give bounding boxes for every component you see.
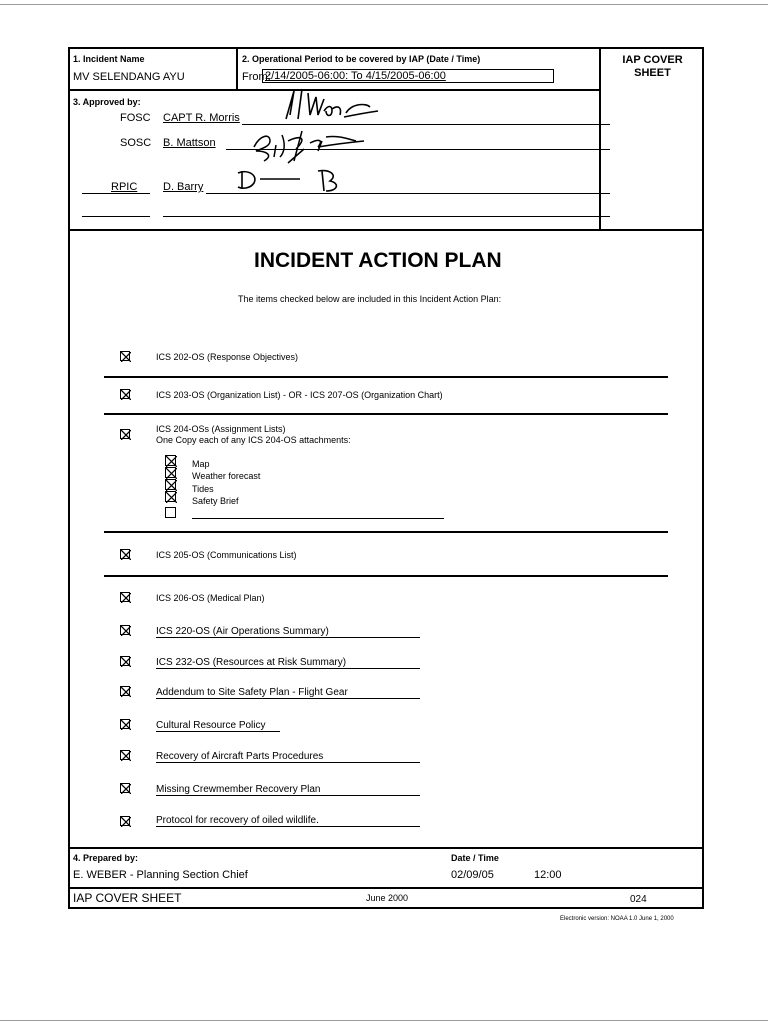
item-ics-206: ICS 206-OS (Medical Plan) bbox=[156, 593, 265, 603]
checkbox-oiled-wildlife[interactable] bbox=[120, 816, 130, 826]
footer-top-rule bbox=[70, 887, 702, 889]
attachment-weather-forecast: Weather forecast bbox=[192, 471, 261, 481]
operational-period-value: 2/14/2005-06:00: To 4/15/2005-06:00 bbox=[265, 70, 446, 82]
item-ics-232-underline bbox=[156, 668, 420, 669]
rpic-role-line bbox=[82, 193, 150, 194]
approver-role-fosc: FOSC bbox=[120, 112, 151, 124]
sheet-title-line-1: IAP COVER bbox=[622, 54, 683, 66]
scan-edge-top bbox=[0, 4, 768, 5]
attachment-safety-brief: Safety Brief bbox=[192, 496, 239, 506]
checkbox-ics-232[interactable] bbox=[120, 656, 130, 666]
prepared-by-value: E. WEBER - Planning Section Chief bbox=[73, 869, 248, 881]
iap-cover-sheet-form bbox=[68, 47, 704, 909]
footer-form-date: June 2000 bbox=[366, 893, 409, 903]
item-flight-gear-underline bbox=[156, 698, 420, 699]
plan-title: INCIDENT ACTION PLAN bbox=[254, 249, 502, 272]
prepared-date: 02/09/05 bbox=[451, 869, 494, 881]
other-attachment-line bbox=[192, 518, 444, 519]
approver-name-rpic: D. Barry bbox=[163, 181, 204, 193]
prepared-time: 12:00 bbox=[534, 869, 562, 881]
item-ics-205: ICS 205-OS (Communications List) bbox=[156, 550, 297, 560]
checkbox-ics-220[interactable] bbox=[120, 625, 130, 635]
item-cultural-resource: Cultural Resource Policy bbox=[156, 720, 266, 731]
approvals-bottom-rule bbox=[70, 229, 702, 231]
item-divider bbox=[104, 575, 668, 577]
electronic-version-note: Electronic version: NOAA 1.0 June 1, 2000 bbox=[560, 916, 674, 922]
incident-name-label: 1. Incident Name bbox=[73, 54, 145, 64]
extra-role-line bbox=[82, 216, 150, 217]
sheet-title-line-2: SHEET bbox=[634, 67, 671, 79]
item-ics-203: ICS 203-OS (Organization List) - OR - ICS 207-OS (Organization Chart) bbox=[156, 390, 443, 400]
incident-name-value: MV SELENDANG AYU bbox=[73, 71, 185, 83]
approver-role-sosc: SOSC bbox=[120, 137, 152, 149]
approver-name-fosc: CAPT R. Morris bbox=[163, 112, 240, 124]
checkbox-cultural-resource[interactable] bbox=[120, 719, 130, 729]
checkbox-flight-gear[interactable] bbox=[120, 686, 130, 696]
item-divider bbox=[104, 531, 668, 533]
prepared-by-label: 4. Prepared by: bbox=[73, 853, 139, 863]
checkbox-ics-206[interactable] bbox=[120, 592, 130, 602]
approver-role-rpic: RPIC bbox=[111, 181, 138, 193]
checkbox-aircraft-parts[interactable] bbox=[120, 750, 130, 760]
checkbox-ics-205[interactable] bbox=[120, 549, 130, 559]
attachments-note: One Copy each of any ICS 204-OS attachments: bbox=[156, 435, 351, 445]
item-oiled-wildlife-underline bbox=[156, 826, 420, 827]
date-time-label: Date / Time bbox=[451, 853, 499, 863]
item-divider bbox=[104, 413, 668, 415]
checkbox-map[interactable] bbox=[165, 455, 176, 466]
checkbox-weather-forecast[interactable] bbox=[165, 467, 176, 478]
extra-signature-line bbox=[163, 216, 610, 217]
checkbox-missing-crewmember[interactable] bbox=[120, 783, 130, 793]
attachment-tides: Tides bbox=[192, 484, 214, 494]
approved-by-label: 3. Approved by: bbox=[73, 97, 141, 107]
item-flight-gear: Addendum to Site Safety Plan - Flight Gear bbox=[156, 687, 348, 698]
operational-period-label: 2. Operational Period to be covered by IAP (Date / Time) bbox=[242, 54, 481, 64]
item-ics-202: ICS 202-OS (Response Objectives) bbox=[156, 352, 299, 362]
checkbox-tides[interactable] bbox=[165, 479, 176, 490]
sheet-title bbox=[601, 54, 704, 80]
item-ics-220-underline bbox=[156, 637, 420, 638]
item-ics-232: ICS 232-OS (Resources at Risk Summary) bbox=[156, 657, 347, 668]
scan-edge-bottom bbox=[0, 1020, 768, 1021]
approver-name-sosc: B. Mattson bbox=[163, 137, 216, 149]
footer-form-name: IAP COVER SHEET bbox=[73, 891, 182, 905]
item-ics-220: ICS 220-OS (Air Operations Summary) bbox=[156, 626, 329, 637]
checkbox-ics-202[interactable] bbox=[120, 351, 130, 361]
item-divider bbox=[104, 376, 668, 378]
footer-page-number: 024 bbox=[630, 894, 647, 905]
prepared-top-rule bbox=[70, 847, 702, 849]
rpic-signature bbox=[230, 167, 360, 197]
item-aircraft-parts-underline bbox=[156, 762, 420, 763]
item-missing-crewmember: Missing Crewmember Recovery Plan bbox=[156, 784, 321, 795]
plan-subtitle: The items checked below are included in this Incident Action Plan: bbox=[238, 294, 502, 304]
checkbox-safety-brief[interactable] bbox=[165, 491, 176, 502]
item-ics-204: ICS 204-OSs (Assignment Lists) bbox=[156, 424, 286, 434]
item-cultural-resource-underline bbox=[156, 731, 280, 732]
item-oiled-wildlife: Protocol for recovery of oiled wildlife. bbox=[156, 815, 319, 826]
checkbox-other-attachment[interactable] bbox=[165, 507, 176, 518]
operational-period-field bbox=[262, 69, 554, 83]
checkbox-ics-203[interactable] bbox=[120, 389, 130, 399]
checkbox-ics-204[interactable] bbox=[120, 429, 130, 439]
sosc-signature bbox=[248, 121, 388, 173]
period-from-label: From: bbox=[242, 71, 271, 83]
attachment-map: Map bbox=[192, 459, 210, 469]
item-missing-crewmember-underline bbox=[156, 795, 420, 796]
item-aircraft-parts: Recovery of Aircraft Parts Procedures bbox=[156, 751, 324, 762]
header-divider-1 bbox=[236, 49, 238, 89]
